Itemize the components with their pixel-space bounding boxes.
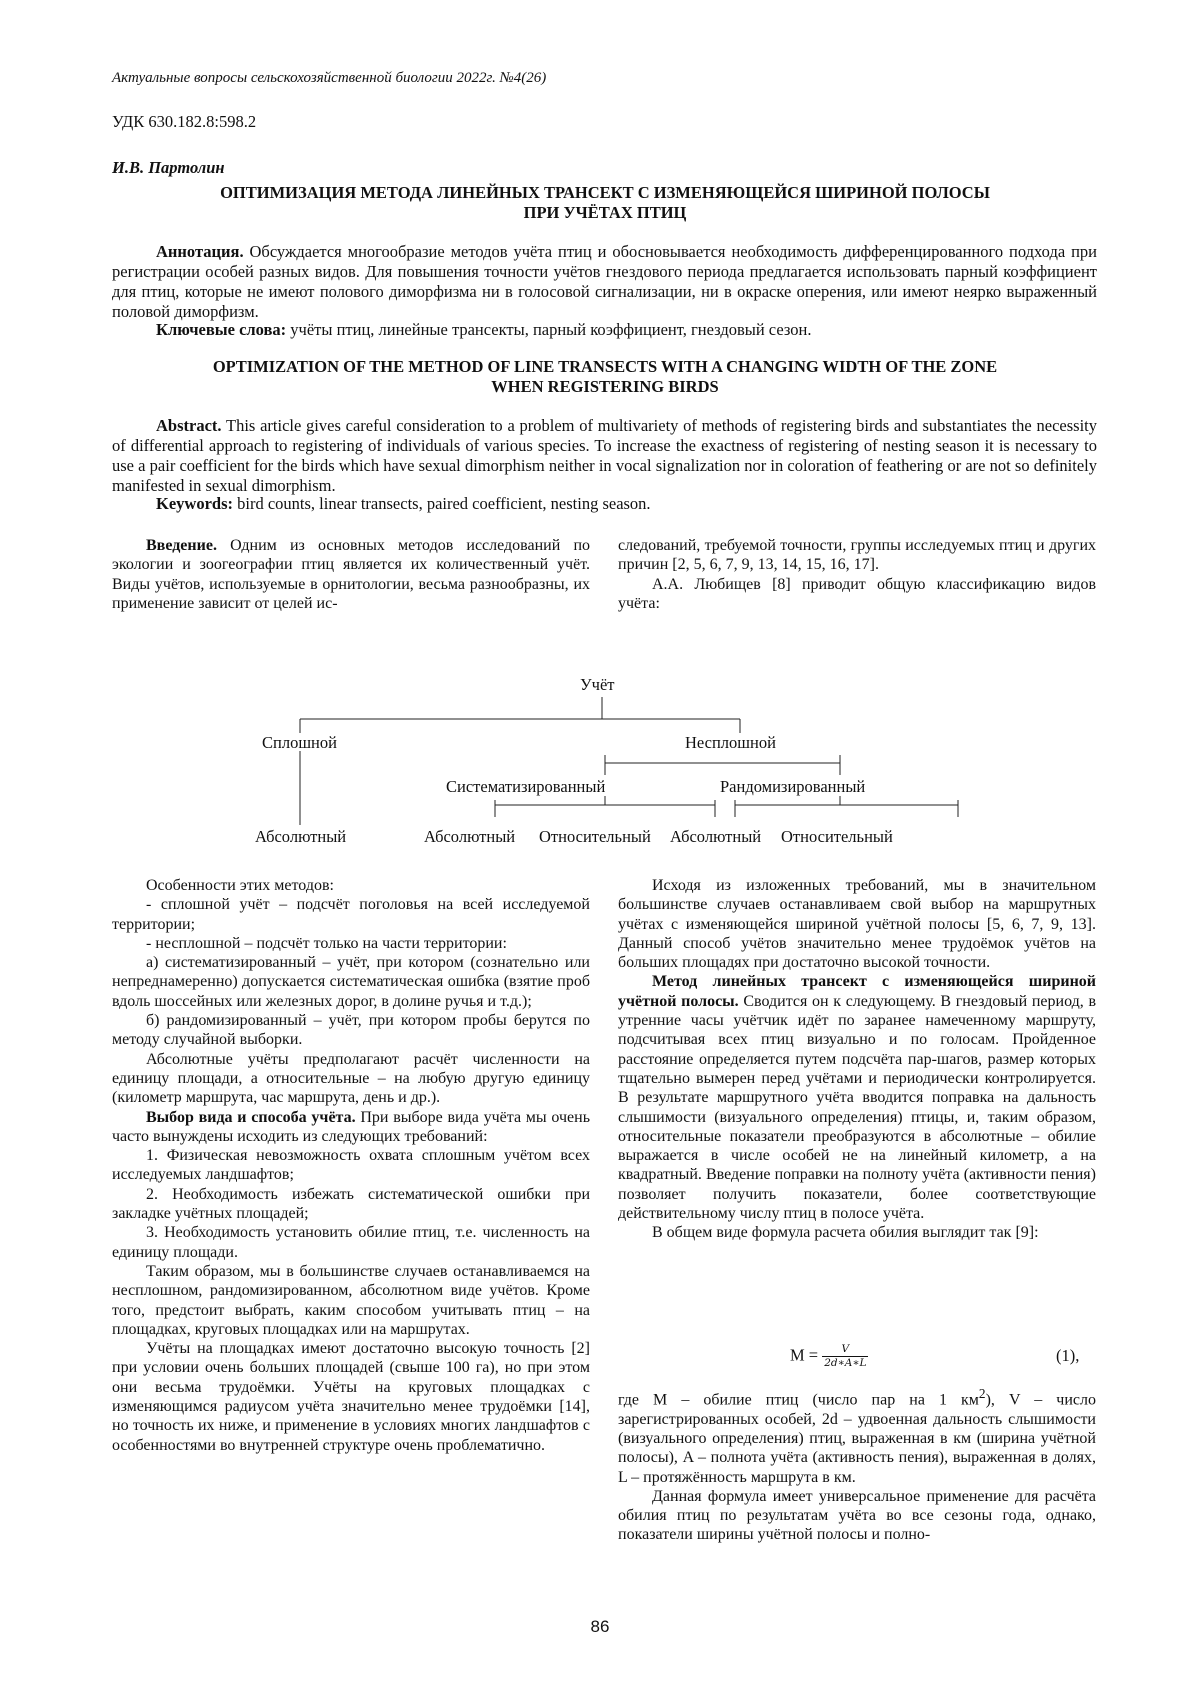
rc-p1-label: Метод линейных трансект с изменяющейся шириной учётной полосы. [618,973,1096,1010]
title-en-line2: WHEN REGISTERING BIRDS [491,377,719,396]
tree-node-solid: Сплошной [262,733,337,752]
lc-p5: Абсолютные учёты предполагают расчёт численности на единицу площади, а относительные – на любую другую единицу (километр маршрута, час маршрута, день и др.). [112,1050,590,1107]
rc-final: Данная формула имеет универсальное применение для расчёта обилия птиц по результатам учёта во все сезоны года, однако, показатели ширины учётной полосы и полно- [618,1487,1096,1544]
title-en-line1: OPTIMIZATION OF THE METHOD OF LINE TRANSECTS WITH A CHANGING WIDTH OF THE ZONE [212,357,998,376]
intro-right-p1: следований, требуемой точности, группы исследуемых птиц и других причин [2, 5, 6, 7, 9, 13, 14, 15, 16, 17]. [618,537,1096,574]
keywords-ru [112,320,1097,340]
classification-tree [240,675,960,860]
keywords-en-label: Keywords: [156,494,233,513]
lc-p6-text: При выборе вида учёта мы очень часто вынуждены исходить из следующих требований: [112,1108,591,1145]
right-column-after-formula [618,1384,1096,1545]
abstract-label: Abstract. [156,416,222,435]
rc-where-a: где M – обилие птиц (число пар на 1 км [618,1391,979,1409]
right-column [618,876,1096,1243]
abstract-text: This article gives careful consideration to a problem of multivariety of methods of registering birds and substantiates the necessity of differential approach to registering of individuals of various species. To increase the exactness of registering of nesting season it is necessary to use a pair coefficient for the birds which have sexual dimorphism neither in vocal signalization nor in coloration of feathering or are not so definitely manifested in sexual dimorphism. [112,416,1097,495]
author: И.В. Партолин [112,158,225,177]
title-en [140,357,1070,397]
formula-numerator: V [822,1343,868,1357]
tree-node-sys-absolute: Абсолютный [424,827,516,846]
lc-p6 [112,1108,590,1147]
formula-fraction [822,1343,868,1370]
keywords-ru-label: Ключевые слова: [156,320,287,339]
annotation-label: Аннотация. [156,242,244,261]
tree-node-root: Учёт [580,675,615,694]
formula-lhs: M = [790,1345,823,1365]
lc-p10: Таким образом, мы в большинстве случаев останавливаемся на несплошном, рандомизированном, абсолютном виде учётов. Кроме того, предстоит выбрать, каким способом учитывать птиц – на площадках, круговых площадках или на маршрутах. [112,1262,590,1338]
rc-p2: В общем виде формула расчета обилия выглядит так [9]: [652,1224,1039,1242]
tree-node-rnd-absolute: Абсолютный [670,827,762,846]
tree-node-rnd-relative: Относительный [781,827,893,846]
lc-p9: 3. Необходимость установить обилие птиц, т.е. численность на единицу площади. [112,1224,590,1261]
intro-left [112,536,590,613]
tree-node-solid-absolute: Абсолютный [255,827,347,846]
running-title: Актуальные вопросы сельскохозяйственной биологии 2022г. №4(26) [112,70,547,86]
lc-p2: - несплошной – подсчёт только на части территории: [146,934,507,952]
lc-p1: - сплошной учёт – подсчёт поголовья на всей исследуемой территории; [112,896,590,933]
rc-where-sup: 2 [978,1386,986,1401]
intro-label: Введение. [146,537,217,554]
intro-left-text: Одним из основных методов исследований по экологии и зоогеографии птиц является их количественный учёт. Виды учётов, используемые в орнитологии, весьма разнообразны, их применение зависит от целей ис- [112,537,590,612]
tree-node-random: Рандомизированный [720,777,866,796]
rc-where-b: ), V – число зарегистрированных особей, 2d – удвоенная дальность слышимости (визуального определения) птиц, выраженная в км (ширина учётной полосы), A – полнота учёта (активность пения), выраженная в долях, L – протяжённость маршрута в км. [618,1391,1096,1486]
title-ru-line1: ОПТИМИЗАЦИЯ МЕТОДА ЛИНЕЙНЫХ ТРАНСЕКТ С ИЗМЕНЯЮЩЕЙСЯ ШИРИНОЙ ПОЛОСЫ [220,183,990,202]
rc-where [618,1384,1096,1487]
intro-right [618,536,1096,613]
lc-p11: Учёты на площадках имеют достаточно высокую точность [2] при условии очень больших площадей (свыше 100 га), но при этом они весьма трудоёмки. Учёты на круговых площадках с изменяющимся радиусом учёта значительно менее трудоёмки [14], но точность их ниже, и применение в условиях многих ландшафтов с особенностями во внутренней структуре очень проблематично. [112,1340,590,1454]
abstract [112,416,1097,496]
lc-p8: 2. Необходимость избежать систематической ошибки при закладке учётных площадей; [112,1185,590,1223]
keywords-en-text: bird counts, linear transects, paired coefficient, nesting season. [233,494,651,513]
lc-p3: а) систематизированный – учёт, при котором (сознательно или непреднамеренно) допускается систематическая ошибка (взятие проб вдоль шоссейных или железных дорог, в долине ручья и т.д.); [112,954,590,1010]
tree-node-nonsolid: Несплошной [685,733,776,752]
annotation [112,242,1097,322]
keywords-en [112,494,1097,514]
rc-p1 [618,972,1096,1223]
formula [790,1343,868,1370]
udk-code: УДК 630.182.8:598.2 [112,112,257,131]
lc-p4: б) рандомизированный – учёт, при котором пробы берутся по методу случайной выборки. [112,1012,590,1049]
title-ru-line2: ПРИ УЧЁТАХ ПТИЦ [523,203,687,222]
page-number: 86 [590,1617,610,1636]
lc-p6-label: Выбор вида и способа учёта. [146,1108,356,1126]
tree-node-sys-relative: Относительный [539,827,651,846]
rc-p1-text: Сводится он к следующему. В гнездовый период, в утренние часы учётчик идёт по заранее намеченному маршруту, подсчитывая всех птиц визуально и по голосам. Пройденное расстояние определяется путем подсчёта пар-шагов, размер которых тщательно вымерен перед учётами и периодически контролируется. В результате маршрутного учёта вводится поправка на дальность слышимости (визуального определения) птицы, и, таким образом, относительные показатели преобразуются в абсолютные – обилие выражается в числе особей не на линейный километр, а на квадратный. Введение поправки на полноту учёта (активности пения) позволяет получить показатели, более соответствующие действительному числу птиц в полосе учёта. [618,992,1096,1223]
lc-p0: Особенности этих методов: [146,877,334,894]
keywords-ru-text: учёты птиц, линейные трансекты, парный коэффициент, гнездовый сезон. [286,320,812,339]
lc-p7: 1. Физическая невозможность охвата сплошным учётом всех исследуемых ландшафтов; [112,1147,590,1184]
title-ru [140,183,1070,223]
annotation-text: Обсуждается многообразие методов учёта птиц и обосновывается необходимость дифференцированного подхода при регистрации особей разных видов. Для повышения точности учётов гнездового периода предлагается использовать парный коэффициент для птиц, которые не имеют полового диморфизма ни в голосовой сигнализации, ни в окраске оперения, или имеют неярко выраженный половой диморфизм. [112,242,1097,321]
rc-p0: Исходя из изложенных требований, мы в значительном большинстве случаев останавливаем свой выбор на маршрутных учётах с изменяющейся шириной учётной полосы [5, 6, 7, 9, 13]. Данный способ учётов значительно менее трудоёмок учётов на больших площадях при достаточно высокой точности. [618,877,1096,972]
left-column [112,876,590,1455]
intro-right-p2: А.А. Любищев [8] приводит общую классификацию видов учёта: [618,575,1096,612]
equation-number: (1), [1056,1346,1080,1365]
formula-denominator: 2d∗A∗L [824,1357,867,1369]
tree-node-systematic: Систематизированный [446,777,606,796]
